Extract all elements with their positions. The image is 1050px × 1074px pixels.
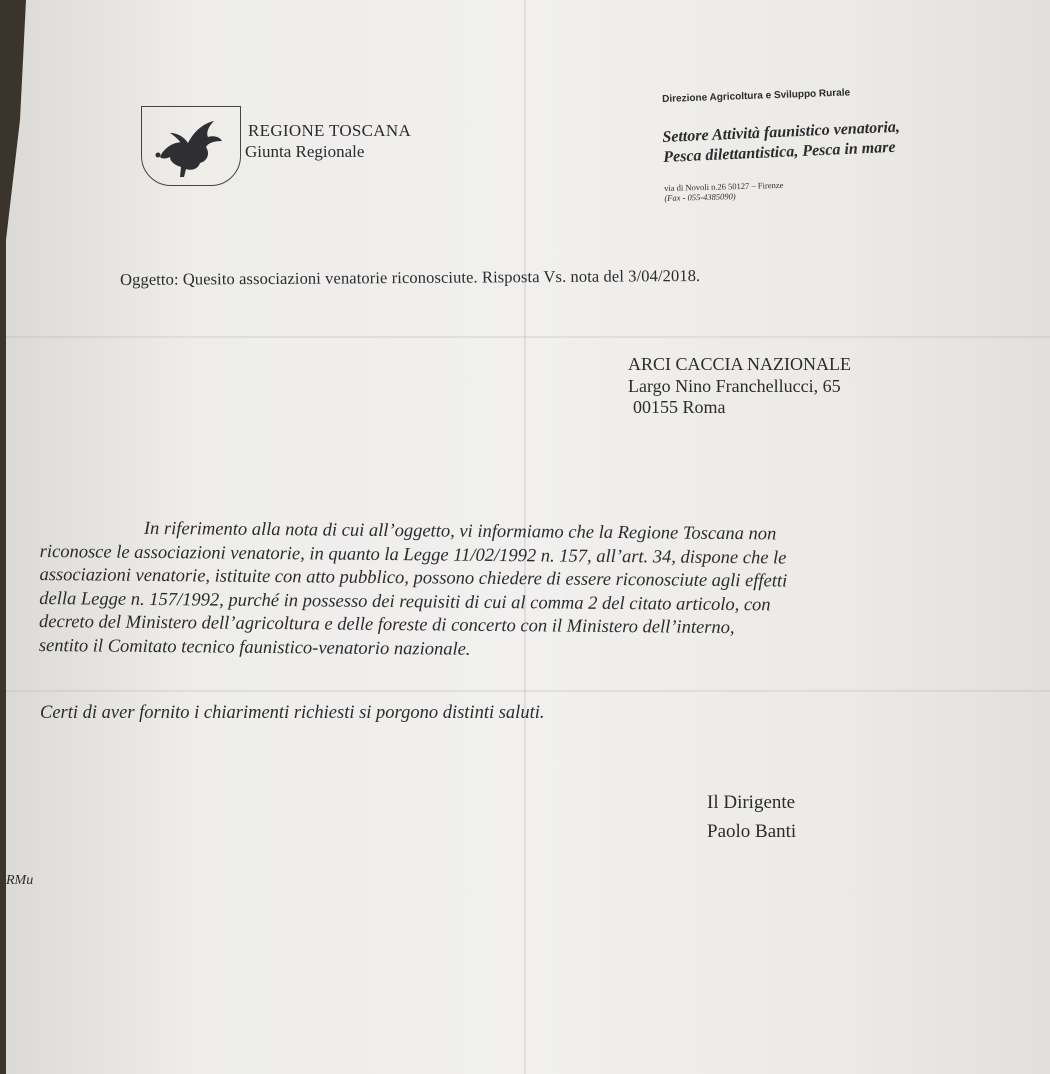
fold-crease-horizontal xyxy=(6,336,1050,338)
office-address xyxy=(664,180,784,203)
letter-body xyxy=(39,517,1030,667)
closing-line: Certi di aver fornito i chiarimenti richiesti si porgono distinti saluti. xyxy=(40,703,545,723)
signatory-title: Il Dirigente xyxy=(707,792,796,813)
fold-crease-horizontal xyxy=(6,690,1050,692)
body-line: sentito il Comitato tecnico faunistico-venatorio nazionale. xyxy=(38,635,471,660)
signatory-name: Paolo Banti xyxy=(707,821,797,842)
address-line: via di Novoli n.26 50127 – Firenze xyxy=(664,179,784,193)
region-name: REGIONE TOSCANA xyxy=(248,121,412,140)
body-line: della Legge n. 157/1992, purché in possesso dei requisiti di cui al comma 2 del citato articolo, con xyxy=(39,588,771,615)
subject-line: Oggetto: Quesito associazioni venatorie riconosciute. Risposta Vs. nota del 3/04/2018. xyxy=(120,265,701,289)
regione-toscana-logo xyxy=(141,106,241,186)
direzione-heading: Direzione Agricoltura e Sviluppo Rurale xyxy=(662,87,851,105)
signature-block xyxy=(707,788,796,846)
author-initials: RMu xyxy=(6,873,34,888)
recipient-name: ARCI CACCIA NAZIONALE xyxy=(628,354,851,374)
fax-line: (Fax - 055-4385090) xyxy=(664,191,736,203)
recipient-street: Largo Nino Franchellucci, 65 xyxy=(628,375,841,396)
giunta-label: Giunta Regionale xyxy=(245,142,365,161)
body-line: associazioni venatorie, istituite con atto pubblico, possono chiedere di essere riconosciute agli effetti xyxy=(39,564,788,592)
settore-line: Settore Attività faunistico venatoria, xyxy=(662,118,901,146)
body-line: riconosce le associazioni venatorie, in quanto la Legge 11/02/1992 n. 157, all’art. 34, dispone che le xyxy=(39,541,787,569)
recipient-block xyxy=(628,354,851,419)
pegasus-icon xyxy=(148,113,234,177)
settore-line: Pesca dilettantistica, Pesca in mare xyxy=(662,138,896,166)
recipient-city: 00155 Roma xyxy=(633,397,726,417)
body-line: In riferimento alla nota di cui all’oggetto, vi informiamo che la Regione Toscana non xyxy=(143,518,777,545)
body-line: decreto del Ministero dell’agricoltura e delle foreste di concerto con il Ministero dell’interno, xyxy=(38,611,735,639)
